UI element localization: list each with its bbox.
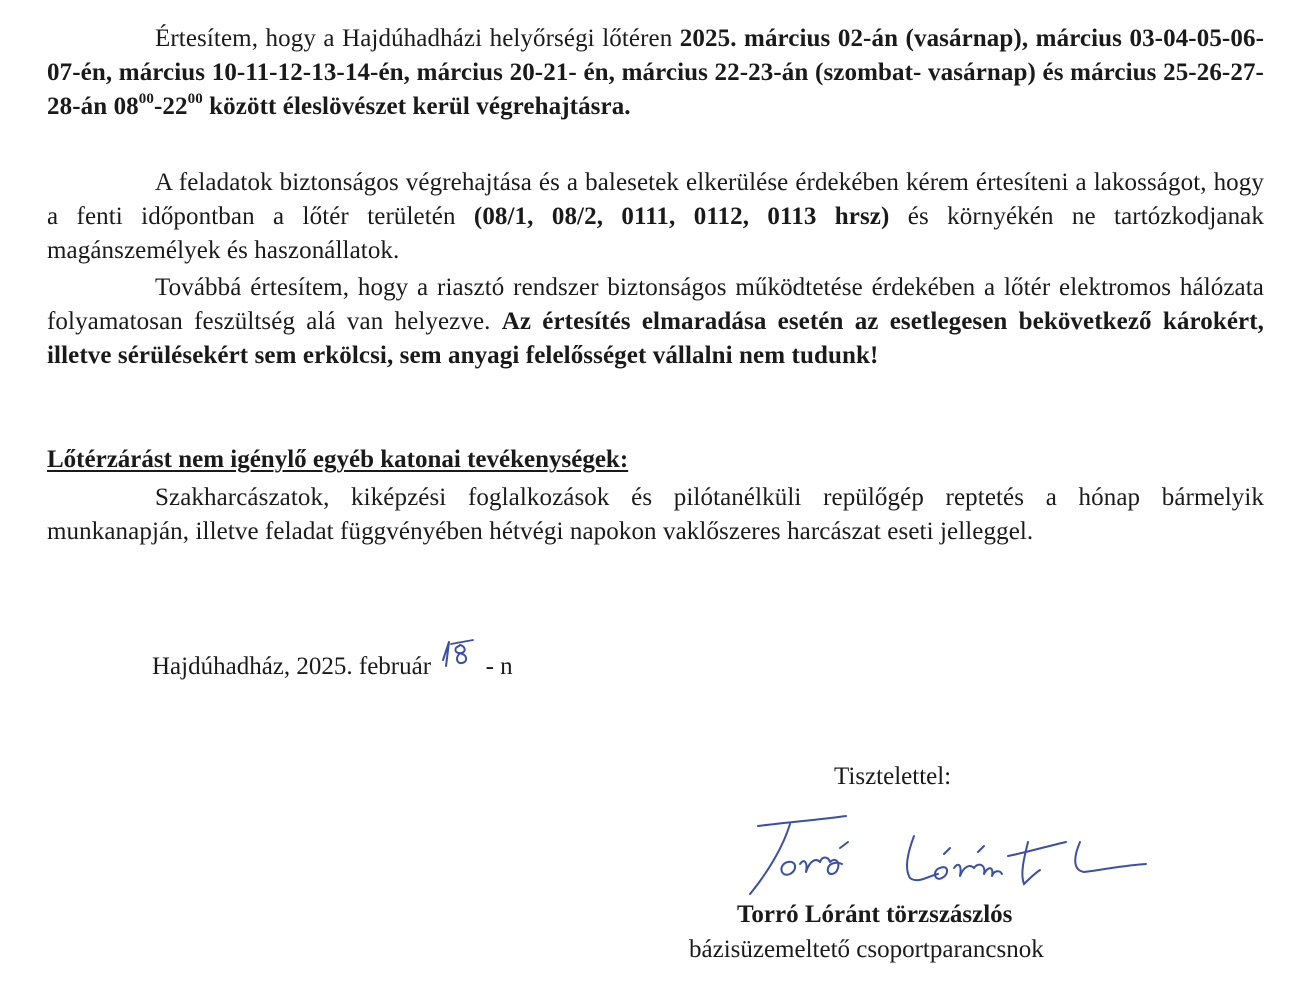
p1-intro: Értesítem, hogy a Hajdúhadházi helyőrségi lőtéren (155, 25, 680, 52)
paragraph-other-activities: Szakharcászatok, kiképzési foglalkozások és pilótanélküli repülőgép reptetés a hónap bármelyik munkanapján, illetve feladat függvényében hétvégi napokon vaklőszeres harcászat eseti jelleggel. (47, 484, 1264, 545)
closing-salutation: Tisztelettel: (834, 763, 952, 790)
date-suffix: - n (485, 653, 513, 680)
time-from-minutes: 00 (138, 91, 154, 107)
time-to-minutes: 00 (187, 91, 203, 107)
paragraph-notify-residents (47, 166, 1264, 268)
place-date: Hajdúhadház, 2025. február (152, 653, 432, 680)
dateline (152, 650, 513, 684)
p3-intro: Továbbá értesítem, hogy a riasztó rendszer biztonságos működtetése érdekében a lőtér elektromos hálózata folyamatosan feszültség alá van helyezve. (47, 274, 1264, 335)
liability-warning: Az értesítés elmaradása esetén az esetlegesen bekövetkező károkért, illetve sérülésekért sem erkölcsi, sem anyagi felelősséget vállalni nem tudunk! (47, 308, 1264, 369)
paragraph-firing-schedule (47, 22, 1264, 124)
parcel-numbers: (08/1, 08/2, 0111, 0112, 0113 hrsz) (473, 203, 890, 230)
p2-intro: A feladatok biztonságos végrehajtása és a balesetek elkerülése érdekében kérem értesíteni a lakosságot, hogy a fenti időpontban a lőtér területén (47, 169, 1264, 230)
paragraph-electric-warning (47, 271, 1264, 373)
handwritten-day (437, 650, 479, 680)
signer-title: bázisüzemeltető csoportparancsnok (689, 936, 1044, 963)
handwritten-18-drawing (437, 636, 479, 680)
firing-dates: 2025. március 02-án (vasárnap), március 03-04-05-06-07-én, március 10-11-12-13-14-én, március 20-21- én, március 22-23-án (szombat- vasárnap) és március 25-26-27-28-án $08^{00}-22^{00}$ között éleslövészet kerül végrehajtásra. (47, 25, 1264, 120)
handwritten-signature (728, 812, 1158, 902)
p2-outro: és környékén ne tartózkodjanak magánszemélyek és haszonállatok. (47, 203, 1264, 264)
signer-name: Torró Lóránt törzszászlós (737, 901, 1013, 928)
section-heading: Lőtérzárást nem igénylő egyéb katonai tevékenységek: (47, 446, 629, 473)
